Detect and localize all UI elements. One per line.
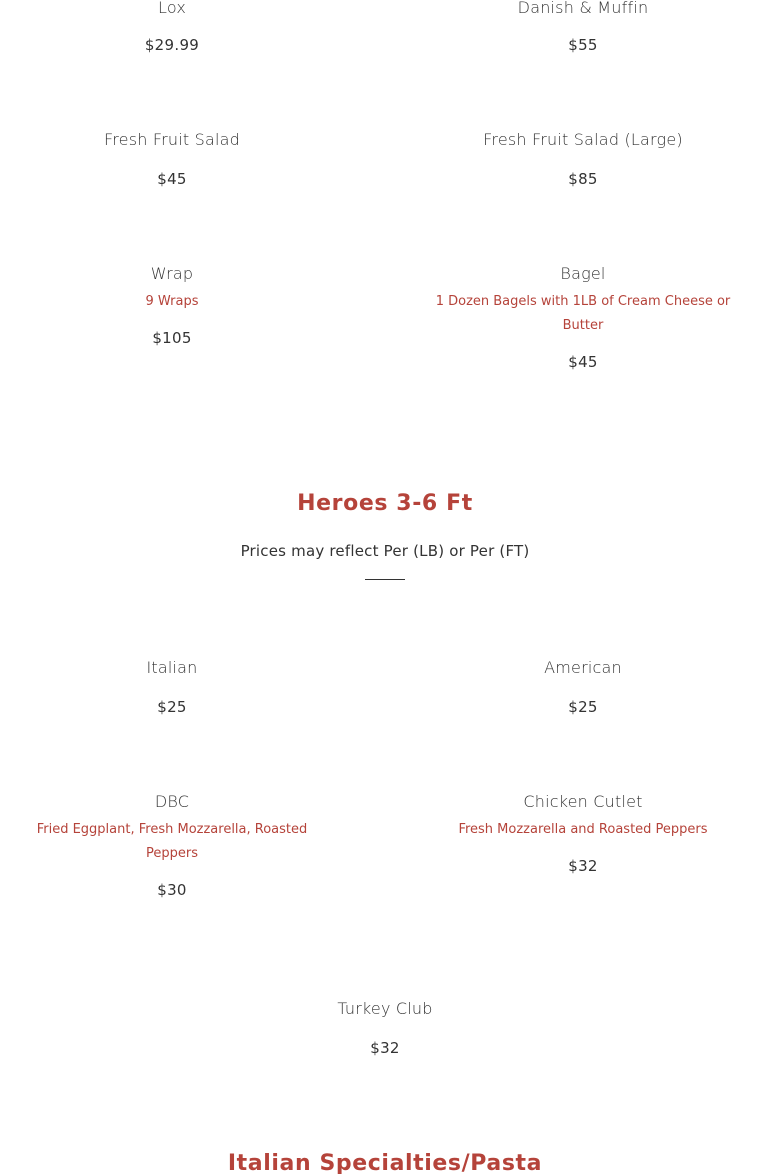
item-name: Lox: [158, 0, 186, 17]
menu-item-american: [433, 658, 733, 717]
item-price: $85: [568, 170, 598, 188]
menu-item-fresh-fruit-salad-large: [433, 130, 733, 189]
section-divider: [365, 579, 405, 580]
menu-item-bagel: [433, 264, 733, 372]
item-name: Danish & Muffin: [517, 0, 649, 17]
item-price: $25: [157, 698, 187, 716]
item-name: Turkey Club: [337, 999, 433, 1018]
item-description: 1 Dozen Bagels with 1LB of Cream Cheese or Butter: [435, 294, 731, 333]
item-price: $32: [370, 1039, 400, 1057]
menu-item-lox: [22, 0, 322, 55]
menu-item-italian: [22, 658, 322, 717]
item-description: 9 Wraps: [145, 294, 199, 309]
menu-item-danish-muffin: [433, 0, 733, 55]
item-name: Chicken Cutlet: [523, 792, 643, 811]
menu-item-fresh-fruit-salad: [22, 130, 322, 189]
menu-item-chicken-cutlet: [433, 792, 733, 876]
section-title-italian-specialties: Italian Specialties/Pasta: [227, 1151, 543, 1174]
item-price: $55: [568, 36, 598, 54]
item-description: Fresh Mozzarella and Roasted Peppers: [458, 822, 708, 837]
item-price: $105: [152, 329, 192, 347]
menu-item-wrap: [22, 264, 322, 348]
item-price: $30: [157, 881, 187, 899]
item-name: Italian: [146, 658, 198, 677]
section-subtitle: Prices may reflect Per (LB) or Per (FT): [240, 542, 530, 560]
item-description: Fried Eggplant, Fresh Mozzarella, Roasted Peppers: [36, 822, 308, 861]
item-price: $45: [568, 353, 598, 371]
item-price: $32: [568, 857, 598, 875]
item-price: $29.99: [144, 36, 200, 54]
item-name: Fresh Fruit Salad: [103, 130, 240, 149]
item-name: Wrap: [150, 264, 194, 283]
item-price: $45: [157, 170, 187, 188]
section-title-heroes: Heroes 3-6 Ft: [297, 491, 473, 516]
item-price: $25: [568, 698, 598, 716]
item-name: Bagel: [560, 264, 606, 283]
item-name: DBC: [154, 792, 190, 811]
item-name: Fresh Fruit Salad (Large): [483, 130, 683, 149]
menu-item-turkey-club: [235, 999, 535, 1058]
item-name: American: [544, 658, 622, 677]
menu-item-dbc: [22, 792, 322, 900]
